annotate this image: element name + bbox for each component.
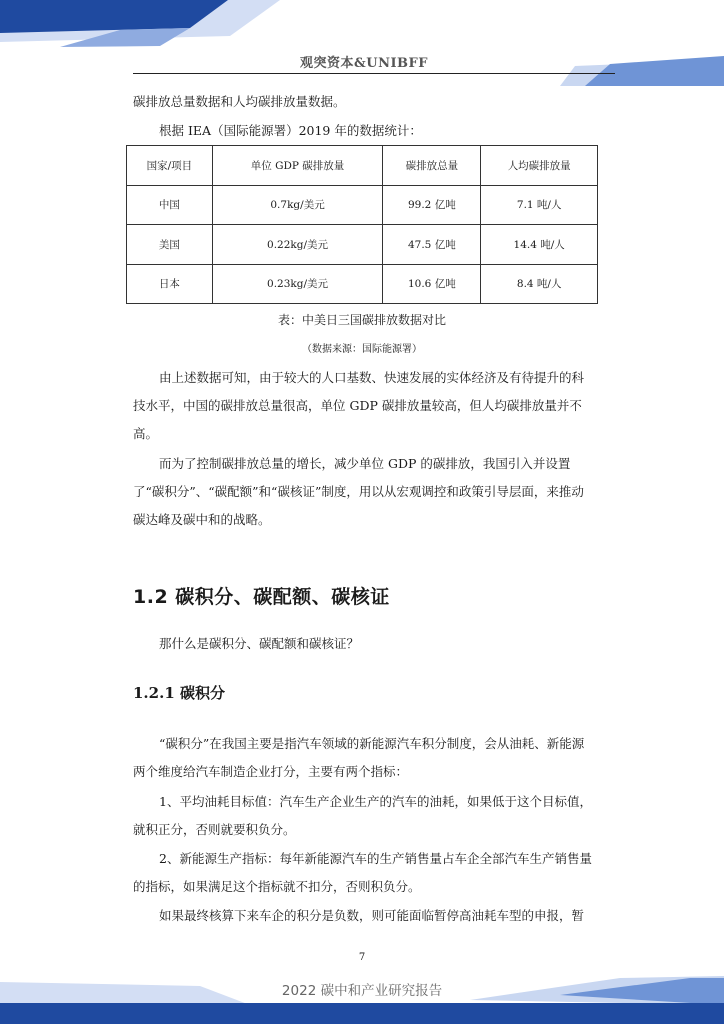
header-divider [133,73,615,74]
table-cell: 0.23kg/美元 [212,264,383,304]
subsection-heading: 1.2.1 碳积分 [133,684,225,702]
table-cell: 8.4 吨/人 [481,264,598,304]
table-cell: 0.7kg/美元 [212,185,383,225]
paragraph-new-energy-target: 2、新能源生产指标：每年新能源汽车的生产销售量占车企全部汽车生产销售量的指标，如果满足这个指标就不扣分，否则积负分。 [133,851,592,894]
footer-left-light [0,982,250,1005]
header-right-dark [585,56,724,86]
table-header-cell: 国家/项目 [127,146,213,186]
table-row [127,264,598,304]
table-caption: 表：中美日三国碳排放数据对比 [277,313,446,327]
table-header-cell: 人均碳排放量 [481,146,598,186]
paragraph-negative-credit: 如果最终核算下来车企的积分是负数，则可能面临暂停高油耗车型的申报，暂 [159,908,585,923]
paragraph-fuel-target: 1、平均油耗目标值：汽车生产企业生产的汽车的油耗，如果低于这个目标值，就积正分，否则就要积负分。 [133,794,592,837]
table-header-cell: 单位 GDP 碳排放量 [212,146,383,186]
footer-report-title: 2022 碳中和产业研究报告 [281,983,443,999]
analysis-paragraph: 由上述数据可知，由于较大的人口基数、快速发展的实体经济及有待提升的科技水平，中国的碳排放总量很高，单位 GDP 碳排放量较高，但人均碳排放量并不高。 [133,370,585,441]
table-cell: 47.5 亿吨 [383,225,481,265]
source-line: 根据 IEA（国际能源署）2019 年的数据统计： [159,123,422,138]
section-question: 那什么是碳积分、碳配额和碳核证？ [159,636,360,651]
table-row [127,185,598,225]
table-header-cell: 碳排放总量 [383,146,481,186]
table-source-note: （数据来源：国际能源署） [302,344,422,355]
table-cell: 10.6 亿吨 [383,264,481,304]
table-cell: 中国 [127,185,213,225]
table-cell: 99.2 亿吨 [383,185,481,225]
page-number: 7 [358,952,366,963]
paragraph-carbon-credit: “碳积分”在我国主要是指汽车领域的新能源汽车积分制度，会从油耗、新能源两个维度给汽车制造企业打分，主要有两个指标： [133,736,585,779]
table-cell: 美国 [127,225,213,265]
policy-paragraph: 而为了控制碳排放总量的增长，减少单位 GDP 的碳排放，我国引入并设置了“碳积分”、“碳配额”和“碳核证”制度，用以从宏观调控和政策引导层面，来推动碳达峰及碳中和的战略。 [133,456,584,527]
table-cell: 0.22kg/美元 [212,225,383,265]
section-heading: 1.2 碳积分、碳配额、碳核证 [133,586,390,608]
table-row [127,225,598,265]
table-cell: 日本 [127,264,213,304]
carbon-emissions-table [126,145,598,304]
header-title: 观突资本&UNIBFF [300,56,428,71]
footer-dark-bar [0,1003,724,1024]
intro-line: 碳排放总量数据和人均碳排放量数据。 [133,94,346,109]
table-cell: 14.4 吨/人 [481,225,598,265]
table-cell: 7.1 吨/人 [481,185,598,225]
table-header-row [127,146,598,186]
